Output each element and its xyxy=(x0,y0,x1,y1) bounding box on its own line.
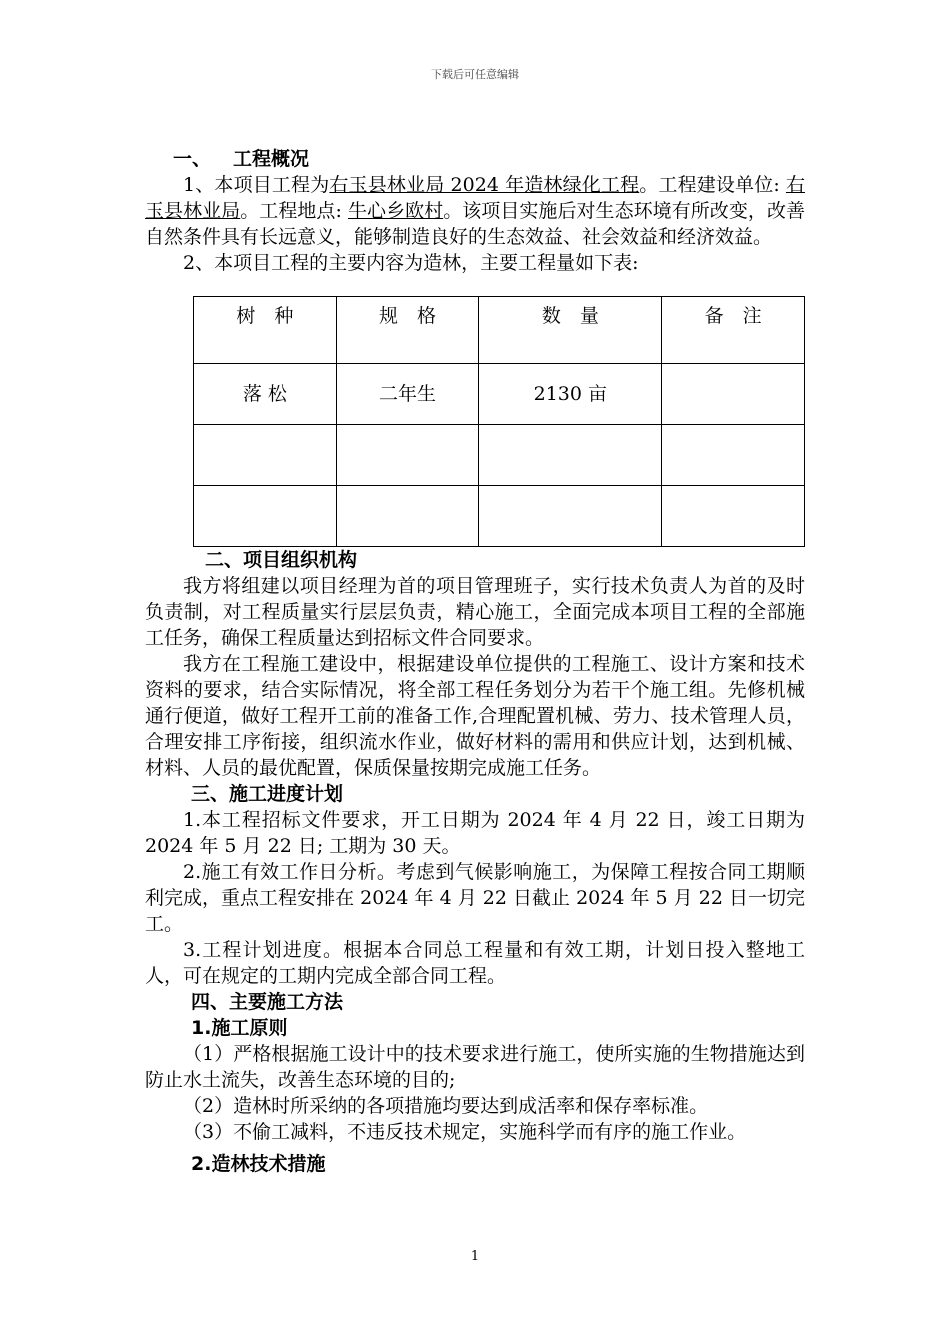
table-cell xyxy=(662,364,805,425)
section-1-paragraph-2: 2、本项目工程的主要内容为造林，主要工程量如下表: xyxy=(183,252,639,274)
quantity-table xyxy=(193,296,805,547)
table-cell xyxy=(479,425,662,486)
principle-item-3: （3）不偷工减料，不违反技术规定，实施科学而有序的施工作业。 xyxy=(183,1121,747,1143)
principle-item-2: （2）造林时所采纳的各项措施均要达到成活率和保存率标准。 xyxy=(183,1095,709,1117)
section-3-heading: 三、施工进度计划 xyxy=(191,783,344,805)
construction-unit: 右玉县林业局 xyxy=(145,174,805,222)
table-cell xyxy=(479,486,662,547)
table-row xyxy=(194,486,805,547)
table-cell xyxy=(194,425,337,486)
page-header-note: 下载后可任意编辑 xyxy=(431,68,519,81)
section-2-paragraph-2: 我方在工程施工建设中，根据建设单位提供的工程施工、设计方案和技术资料的要求，结合实际情况，将全部工程任务划分为若干个施工组。先修机械通行便道，做好工程开工前的准备工作,合理配置机械、劳力、技术管理人员，合理安排工序衔接，组织流水作业，做好材料的需用和供应计划，达到机械、材料、人员的最优配置，保质保量按期完成施工任务。 xyxy=(145,653,805,779)
table-header-cell: 备 注 xyxy=(662,297,805,364)
table-cell xyxy=(194,486,337,547)
subsection-4-1-heading: 1.施工原则 xyxy=(191,1017,288,1039)
table-cell xyxy=(662,425,805,486)
section-1-paragraph-1: 1、本项目工程为右玉县林业局 2024 年造林绿化工程。工程建设单位: 右玉县林业局。工程地点: 牛心乡欧村。该项目实施后对生态环境有所改变，改善自然条件具有长远意义，能够制造良好的生态效益、社会效益和经济效益。 xyxy=(145,174,805,248)
section-1-heading xyxy=(145,146,805,172)
section-2-heading: 二、项目组织机构 xyxy=(205,549,358,571)
table-cell: 二年生 xyxy=(336,364,479,425)
section-3-paragraph-3: 3.工程计划进度。根据本合同总工程量和有效工期，计划日投入整地工人，可在规定的工期内完成全部合同工程。 xyxy=(145,939,805,987)
section-3-paragraph-1: 1.本工程招标文件要求，开工日期为 2024 年 4 月 22 日，竣工日期为 2024 年 5 月 22 日; 工期为 30 天。 xyxy=(145,809,805,857)
table-cell xyxy=(662,486,805,547)
page-number: 1 xyxy=(470,1249,480,1264)
project-name: 右玉县林业局 2024 年造林绿化工程 xyxy=(329,174,640,196)
table-header-cell: 树 种 xyxy=(194,297,337,364)
document-body xyxy=(145,146,805,1177)
table-cell: 落 松 xyxy=(194,364,337,425)
table-header-row xyxy=(194,297,805,364)
subsection-4-2-heading: 2.造林技术措施 xyxy=(191,1153,326,1175)
section-4-heading: 四、主要施工方法 xyxy=(191,991,344,1013)
table-cell: 2130 亩 xyxy=(479,364,662,425)
table-cell xyxy=(336,425,479,486)
section-2-paragraph-1: 我方将组建以项目经理为首的项目管理班子，实行技术负责人为首的及时负责制，对工程质量实行层层负责，精心施工，全面完成本项目工程的全部施工任务，确保工程质量达到招标文件合同要求。 xyxy=(145,575,805,649)
table-cell xyxy=(336,486,479,547)
table-row xyxy=(194,425,805,486)
section-1-title: 工程概况 xyxy=(233,148,310,170)
table-row xyxy=(194,364,805,425)
project-site: 牛心乡欧村 xyxy=(347,200,444,222)
table-header-cell: 数 量 xyxy=(479,297,662,364)
section-3-paragraph-2: 2.施工有效工作日分析。考虑到气候影响施工，为保障工程按合同工期顺利完成，重点工程安排在 2024 年 4 月 22 日截止 2024 年 5 月 22 日一切完工。 xyxy=(145,861,805,935)
section-1-number: 一、 xyxy=(173,148,212,170)
table-header-cell: 规 格 xyxy=(336,297,479,364)
principle-item-1: （1）严格根据施工设计中的技术要求进行施工，使所实施的生物措施达到防止水土流失，改善生态环境的目的; xyxy=(145,1043,805,1091)
